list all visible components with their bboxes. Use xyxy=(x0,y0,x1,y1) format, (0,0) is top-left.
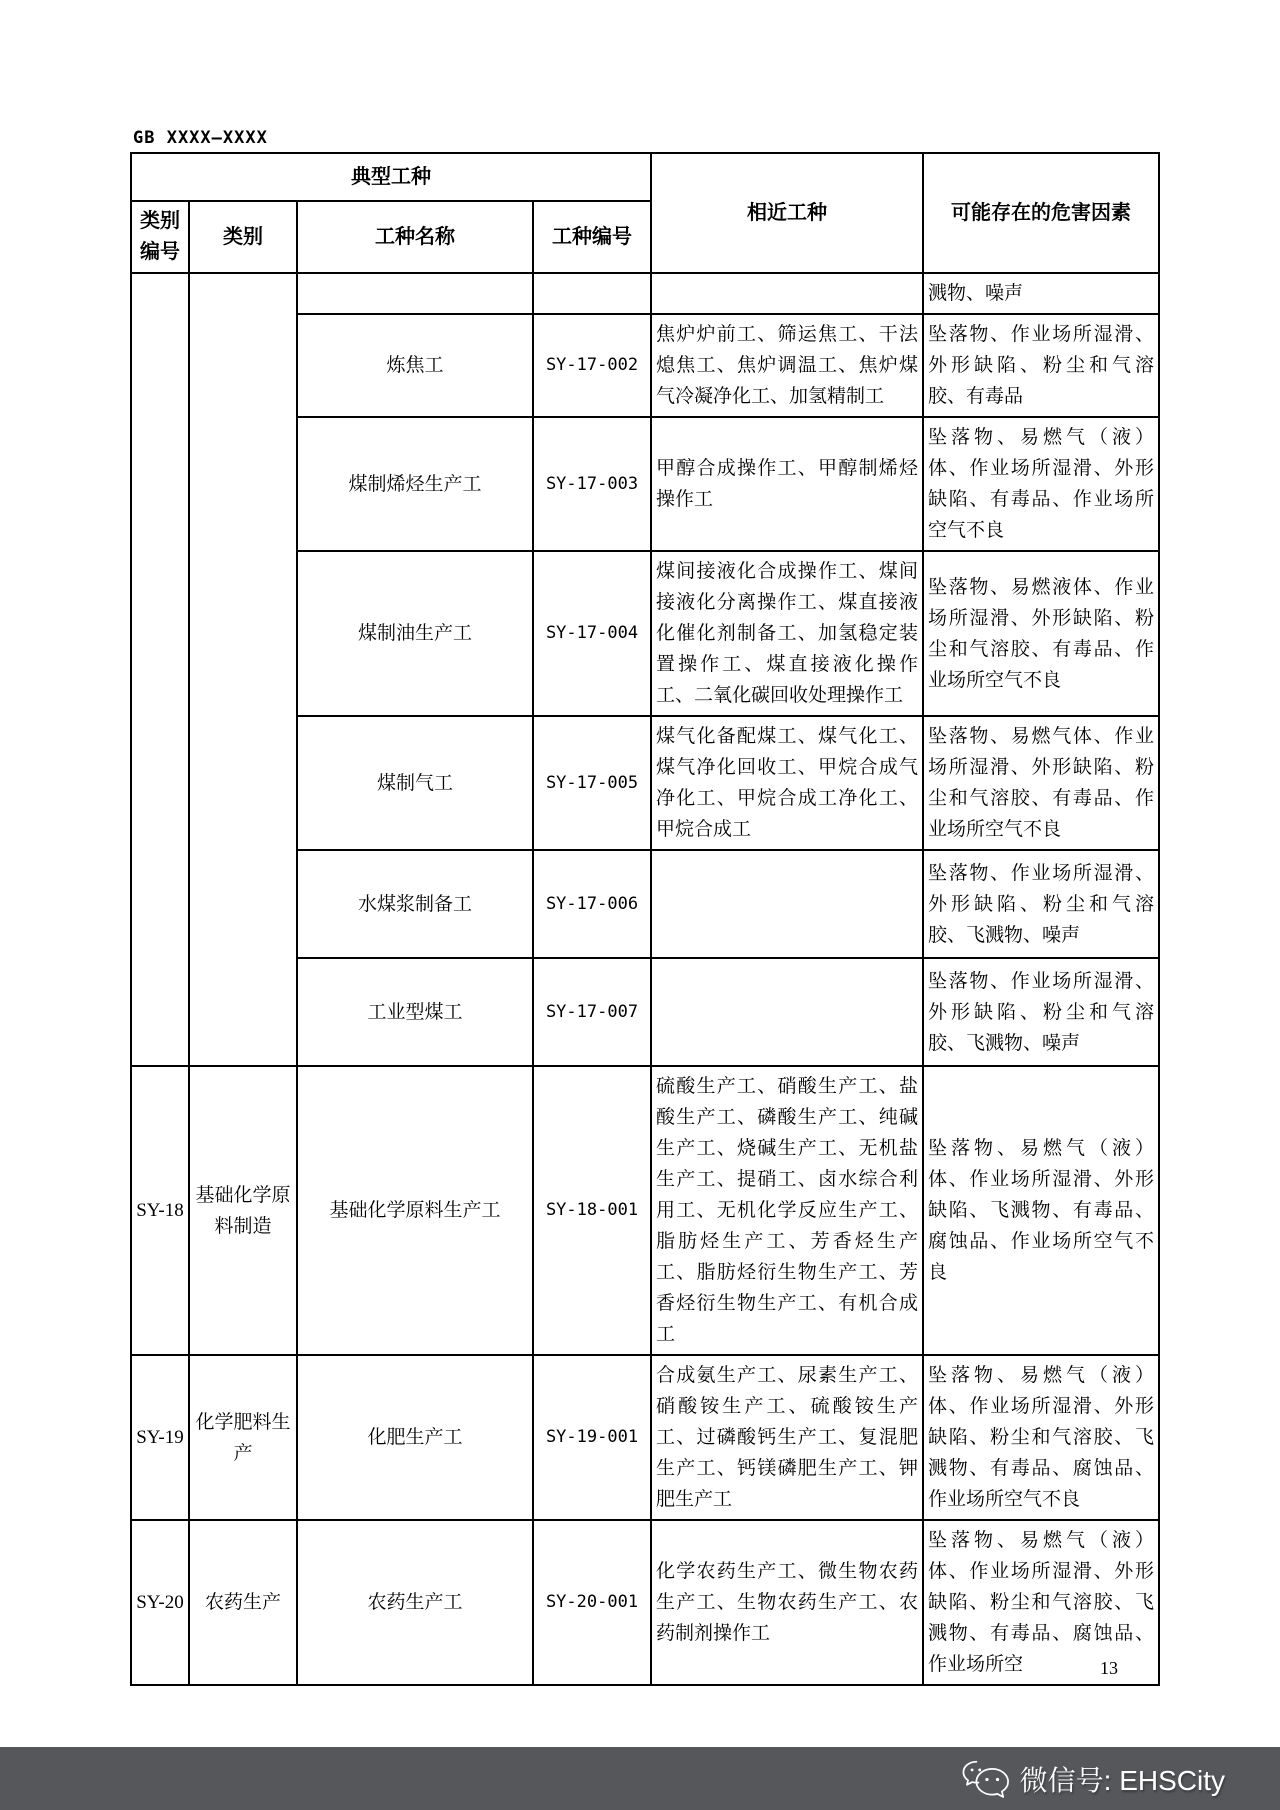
cell-hazards: 坠落物、作业场所湿滑、外形缺陷、粉尘和气溶胶、飞溅物、噪声 xyxy=(923,958,1159,1066)
cell-category-no: SY-19 xyxy=(131,1355,189,1520)
header-job-name: 工种名称 xyxy=(297,201,533,273)
cell-job-no: SY-17-005 xyxy=(533,716,651,850)
cell-hazards: 坠落物、易燃气（液）体、作业场所湿滑、外形缺陷、粉尘和气溶胶、飞溅物、有毒品、腐蚀品、作业场所空气不良 xyxy=(923,1355,1159,1520)
cell-hazards: 坠落物、作业场所湿滑、外形缺陷、粉尘和气溶胶、有毒品 xyxy=(923,314,1159,417)
header-job-no: 工种编号 xyxy=(533,201,651,273)
cell-job-no xyxy=(533,273,651,314)
header-category: 类别 xyxy=(189,201,297,273)
cell-job-name xyxy=(297,273,533,314)
cell-job-name: 煤制油生产工 xyxy=(297,551,533,716)
wechat-label: 微信号: EHSCity xyxy=(1019,1764,1225,1796)
cell-job-name: 煤制烯烃生产工 xyxy=(297,417,533,551)
cell-category: 基础化学原料制造 xyxy=(189,1066,297,1355)
cell-job-name: 农药生产工 xyxy=(297,1520,533,1685)
cell-category-no: SY-20 xyxy=(131,1520,189,1685)
cell-job-name: 工业型煤工 xyxy=(297,958,533,1066)
cell-hazards: 溅物、噪声 xyxy=(923,273,1159,314)
cell-job-name: 基础化学原料生产工 xyxy=(297,1066,533,1355)
cell-category: 农药生产 xyxy=(189,1520,297,1685)
cell-category: 化学肥料生产 xyxy=(189,1355,297,1520)
doc-code: GB XXXX—XXXX xyxy=(133,128,268,148)
cell-job-no: SY-17-006 xyxy=(533,850,651,958)
cell-job-no: SY-19-001 xyxy=(533,1355,651,1520)
page-number: 13 xyxy=(1100,1658,1118,1678)
cell-similar-jobs xyxy=(651,958,923,1066)
cell-job-no: SY-20-001 xyxy=(533,1520,651,1685)
cell-similar-jobs xyxy=(651,850,923,958)
cell-job-name: 炼焦工 xyxy=(297,314,533,417)
jobs-table xyxy=(130,152,1160,1686)
cell-hazards: 坠落物、易燃气（液）体、作业场所湿滑、外形缺陷、有毒品、作业场所空气不良 xyxy=(923,417,1159,551)
cell-similar-jobs: 焦炉炉前工、筛运焦工、干法熄焦工、焦炉调温工、焦炉煤气冷凝净化工、加氢精制工 xyxy=(651,314,923,417)
cell-job-no: SY-18-001 xyxy=(533,1066,651,1355)
cell-hazards: 坠落物、易燃气（液）体、作业场所湿滑、外形缺陷、粉尘和气溶胶、飞溅物、有毒品、腐蚀品、作业场所空 xyxy=(923,1520,1159,1685)
cell-hazards: 坠落物、易燃液体、作业场所湿滑、外形缺陷、粉尘和气溶胶、有毒品、作业场所空气不良 xyxy=(923,551,1159,716)
cell-category-no xyxy=(131,273,189,1066)
cell-similar-jobs: 煤间接液化合成操作工、煤间接液化分离操作工、煤直接液化催化剂制备工、加氢稳定装置操作工、煤直接液化操作工、二氧化碳回收处理操作工 xyxy=(651,551,923,716)
cell-similar-jobs: 化学农药生产工、微生物农药生产工、生物农药生产工、农药制剂操作工 xyxy=(651,1520,923,1685)
cell-category xyxy=(189,273,297,1066)
cell-category-no: SY-18 xyxy=(131,1066,189,1355)
cell-job-no: SY-17-003 xyxy=(533,417,651,551)
cell-hazards: 坠落物、易燃气体、作业场所湿滑、外形缺陷、粉尘和气溶胶、有毒品、作业场所空气不良 xyxy=(923,716,1159,850)
wechat-icon xyxy=(962,1758,1010,1800)
footer-bar xyxy=(0,1747,1280,1810)
cell-hazards: 坠落物、易燃气（液）体、作业场所湿滑、外形缺陷、飞溅物、有毒品、腐蚀品、作业场所空气不良 xyxy=(923,1066,1159,1355)
header-similar-jobs: 相近工种 xyxy=(651,153,923,273)
cell-hazards: 坠落物、作业场所湿滑、外形缺陷、粉尘和气溶胶、飞溅物、噪声 xyxy=(923,850,1159,958)
cell-job-no: SY-17-007 xyxy=(533,958,651,1066)
cell-similar-jobs xyxy=(651,273,923,314)
header-category-no: 类别编号 xyxy=(131,201,189,273)
cell-similar-jobs: 煤气化备配煤工、煤气化工、煤气净化回收工、甲烷合成气净化工、甲烷合成工净化工、甲烷合成工 xyxy=(651,716,923,850)
cell-job-name: 水煤浆制备工 xyxy=(297,850,533,958)
cell-similar-jobs: 甲醇合成操作工、甲醇制烯烃操作工 xyxy=(651,417,923,551)
cell-similar-jobs: 合成氨生产工、尿素生产工、硝酸铵生产工、硫酸铵生产工、过磷酸钙生产工、复混肥生产工、钙镁磷肥生产工、钾肥生产工 xyxy=(651,1355,923,1520)
cell-job-no: SY-17-002 xyxy=(533,314,651,417)
cell-job-name: 化肥生产工 xyxy=(297,1355,533,1520)
cell-job-no: SY-17-004 xyxy=(533,551,651,716)
cell-similar-jobs: 硫酸生产工、硝酸生产工、盐酸生产工、磷酸生产工、纯碱生产工、烧碱生产工、无机盐生产工、提硝工、卤水综合利用工、无机化学反应生产工、脂肪烃生产工、芳香烃生产工、脂肪烃衍生物生产工、芳香烃衍生物生产工、有机合成工 xyxy=(651,1066,923,1355)
header-typical-jobs: 典型工种 xyxy=(131,153,651,201)
header-hazards: 可能存在的危害因素 xyxy=(923,153,1159,273)
cell-job-name: 煤制气工 xyxy=(297,716,533,850)
